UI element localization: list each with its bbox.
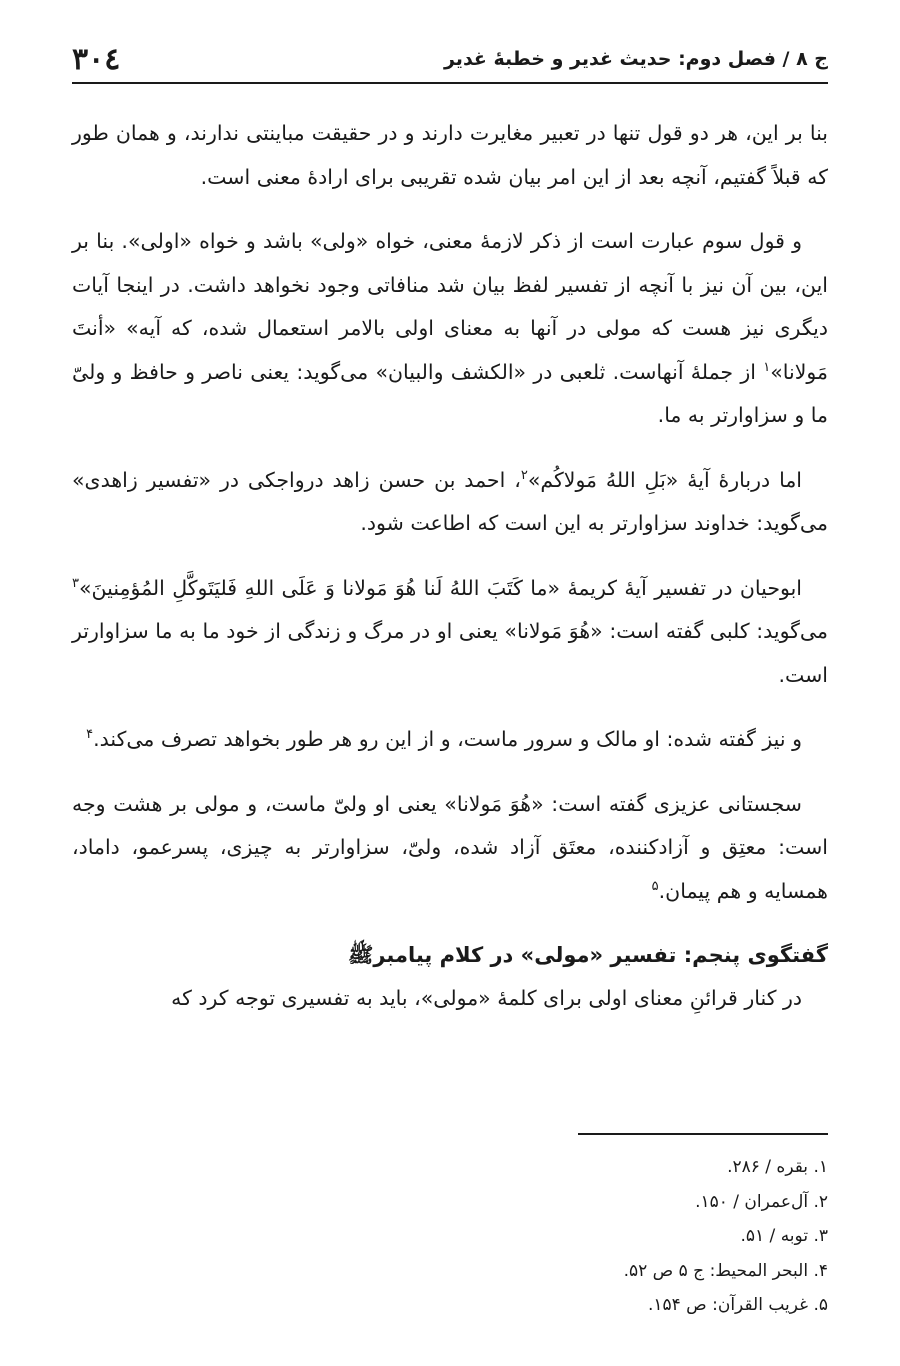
footnote-1: ۱. بقره / ۲۸۶. <box>727 1157 828 1177</box>
footnote-2: ۲. آل‌عمران / ۱۵۰. <box>695 1191 828 1212</box>
section-paragraph <box>72 977 828 1021</box>
footnote-3: ۳. توبه / ۵۱. <box>740 1226 828 1247</box>
footnote-ref: ۲ <box>520 467 528 483</box>
page-header <box>72 36 828 84</box>
footnote-ref: ۵ <box>651 878 659 894</box>
footnote-ref: ۳ <box>72 575 79 591</box>
paragraph-text: از جملهٔ آنهاست. ثلعبی در «الکشف والبیان» می‌گوید: یعنی ناصر و حافظ و ولیّ ما و سزاوارتر به ما. <box>72 359 828 427</box>
paragraph-text: سجستانی عزیزی گفته است: «هُوَ مَولانا» یعنی او ولیّ ماست، و مولی بر هشت وجه است: معتِق و آزادکننده، معتَق آزاد شده، ولیّ، سزاوارتر به چیزی، پسرعمو، داماد، همسایه و هم پیمان. <box>72 791 828 903</box>
footnotes <box>72 1150 828 1323</box>
footnote-divider <box>578 1133 828 1135</box>
section-title: گفتگوی پنجم: تفسیر «مولی» در کلام پیامبرﷺ <box>347 943 828 967</box>
footnote-ref: ۴ <box>86 727 94 743</box>
page-body <box>72 112 828 1042</box>
paragraph-text: بنا بر این، هر دو قول تنها در تعبیر مغایرت دارند و در حقیقت مباینتی ندارند، و همان طور که قبلاً گفتیم، آنچه بعد از این امر بیان شده تقریبی برای ارادهٔ معنی است. <box>72 121 828 189</box>
page-number: ۳۰٤ <box>72 41 121 77</box>
paragraph-5 <box>72 718 828 762</box>
paragraph-text: می‌گوید: کلبی گفته است: «هُوَ مَولانا» یعنی او در مرگ و زندگی از خود ما به ما سزاوارتر است. <box>72 619 828 687</box>
footnote-5: ۵. غریب القرآن: ص ۱۵۴. <box>647 1295 828 1316</box>
paragraph-text: ابوحیان در تفسیر آیهٔ کریمهٔ «ما کَتَبَ اللهُ لَنا هُوَ مَولانا وَ عَلَى اللهِ فَلیَتَوکَّلِ المُؤمِنینَ» <box>78 575 802 600</box>
paragraph-3 <box>72 459 828 546</box>
paragraph-1 <box>72 112 828 199</box>
footnote-4: ۴. البحر المحیط: ج ۵ ص ۵۲. <box>623 1260 828 1281</box>
paragraph-text: و نیز گفته شده: او مالک و سرور ماست، و از این رو هر طور بخواهد تصرف می‌کند. <box>93 727 802 751</box>
running-head: ج ۸ / فصل دوم: حدیث غدیر و خطبهٔ غدیر <box>443 48 828 70</box>
paragraph-text: ، احمد بن حسن زاهد درواجکی در «تفسیر زاهدی» می‌گوید: خداوند سزاوارتر به این است که اطاعت شود. <box>72 467 828 535</box>
paragraph-2 <box>72 220 828 438</box>
paragraph-text: در کنار قرائنِ معنای اولی برای کلمهٔ «مولی»، باید به تفسیری توجه کرد که <box>171 986 802 1010</box>
paragraph-text: و قول سوم عبارت است از ذکر لازمهٔ معنی، خواه «ولی» باشد و خواه «اولی». بنا بر این، بین آن نیز با آنچه از تفسیر لفظ بیان شد منافاتی وجود نخواهد داشت. در اینجا آیات دیگری نیز هست که مولی در آنها به معنای اولی بالامر استعمال شده، که آیه» «أنتَ مَولانا» <box>72 229 828 384</box>
paragraph-4 <box>72 567 828 698</box>
paragraph-text: اما دربارهٔ آیهٔ «بَلِ اللهُ مَولاکُم» <box>527 467 802 492</box>
paragraph-6 <box>72 783 828 914</box>
footnote-ref: ۱ <box>763 359 771 375</box>
